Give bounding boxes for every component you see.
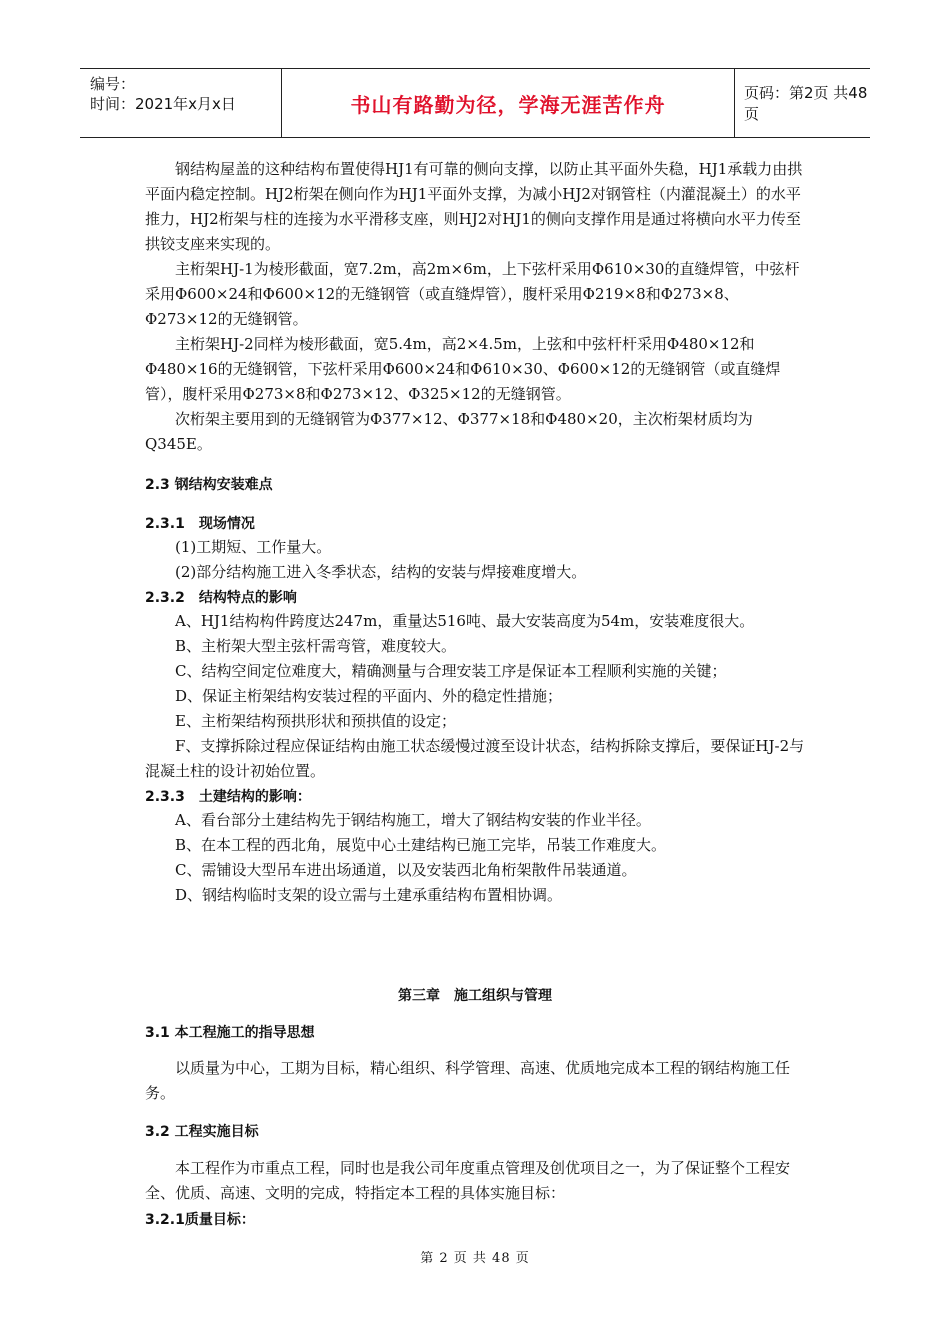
list-item: B、主桁架大型主弦杆需弯管，难度较大。	[175, 637, 457, 655]
list-item: E、主桁架结构预拱形状和预拱值的设定；	[175, 712, 456, 730]
list-item: D、保证主桁架结构安装过程的平面内、外的稳定性措施；	[175, 687, 563, 705]
header-motto: 书山有路勤为径，学海无涯苦作舟	[281, 69, 735, 137]
page-footer: 第 2 页 共 48 页	[420, 1251, 530, 1266]
section-heading: 3.2 工程实施目标	[145, 1124, 259, 1140]
paragraph: 次桁架主要用到的无缝钢管为Φ377×12、Φ377×18和Φ480×20，主次桁架材质均为Q345E。	[145, 410, 753, 453]
subsection-heading: 2.3.3 土建结构的影响：	[145, 789, 311, 805]
paragraph: 主桁架HJ-2同样为棱形截面，宽5.4m，高2×4.5m，上弦和中弦杆杆采用Φ480×12和Φ480×16的无缝钢管，下弦杆采用Φ600×24和Φ610×30、Φ600×12的无缝钢管（或直缝焊管），腹杆采用Φ273×8和Φ273×12、Φ325×12的无缝钢管。	[145, 335, 781, 403]
list-item: C、需铺设大型吊车进出场通道，以及安装西北角桁架散件吊装通道。	[175, 861, 637, 879]
header-page-number: 页码：第2页 共48页	[744, 84, 868, 123]
section-heading: 3.1 本工程施工的指导思想	[145, 1025, 315, 1041]
list-item: B、在本工程的西北角，展览中心土建结构已施工完毕，吊装工作难度大。	[175, 836, 667, 854]
subsection-heading: 2.3.1 现场情况	[145, 516, 255, 532]
paragraph: 主桁架HJ-1为棱形截面，宽7.2m，高2m×6m，上下弦杆采用Φ610×30的直缝焊管，中弦杆采用Φ600×24和Φ600×12的无缝钢管（或直缝焊管），腹杆采用Φ219×8和Φ273×8、Φ273×12的无缝钢管。	[145, 260, 800, 328]
paragraph: 本工程作为市重点工程，同时也是我公司年度重点管理及创优项目之一，为了保证整个工程安全、优质、高速、文明的完成，特指定本工程的具体实施目标：	[145, 1159, 791, 1202]
section-heading: 2.3 钢结构安装难点	[145, 477, 273, 493]
list-item: A、看台部分土建结构先于钢结构施工，增大了钢结构安装的作业半径。	[175, 811, 651, 829]
list-item: (2)部分结构施工进入冬季状态，结构的安装与焊接难度增大。	[175, 563, 587, 581]
subsection-heading: 3.2.1质量目标：	[145, 1212, 255, 1228]
list-item: D、钢结构临时支架的设立需与土建承重结构布置相协调。	[175, 886, 563, 904]
list-item: (1)工期短、工作量大。	[175, 538, 332, 556]
list-item: C、结构空间定位难度大，精确测量与合理安装工序是保证本工程顺利实施的关键；	[175, 662, 727, 680]
header-meta	[80, 69, 281, 137]
chapter-title: 第三章 施工组织与管理	[398, 988, 552, 1004]
page-header	[80, 68, 870, 138]
doc-number-label: 编号：	[90, 75, 136, 93]
body-paragraphs	[145, 157, 810, 457]
list-item: A、HJ1结构构件跨度达247m，重量达516吨、最大安装高度为54m，安装难度很大。	[175, 612, 755, 630]
paragraph: 以质量为中心，工期为目标，精心组织、科学管理、高速、优质地完成本工程的钢结构施工任务。	[145, 1059, 791, 1102]
doc-date-label: 时间：2021年x月x日	[90, 95, 236, 113]
list-item: F、支撑拆除过程应保证结构由施工状态缓慢过渡至设计状态，结构拆除支撑后，要保证HJ-2与混凝土柱的设计初始位置。	[145, 737, 805, 780]
paragraph: 钢结构屋盖的这种结构布置使得HJ1有可靠的侧向支撑，以防止其平面外失稳，HJ1承载力由拱平面内稳定控制。HJ2桁架在侧向作为HJ1平面外支撑，为减小HJ2对钢管柱（内灌混凝土）的水平推力，HJ2桁架与柱的连接为水平滑移支座，则HJ2对HJ1的侧向支撑作用是通过将横向水平力传至拱铰支座来实现的。	[145, 160, 803, 253]
subsection-heading: 2.3.2 结构特点的影响	[145, 590, 297, 606]
